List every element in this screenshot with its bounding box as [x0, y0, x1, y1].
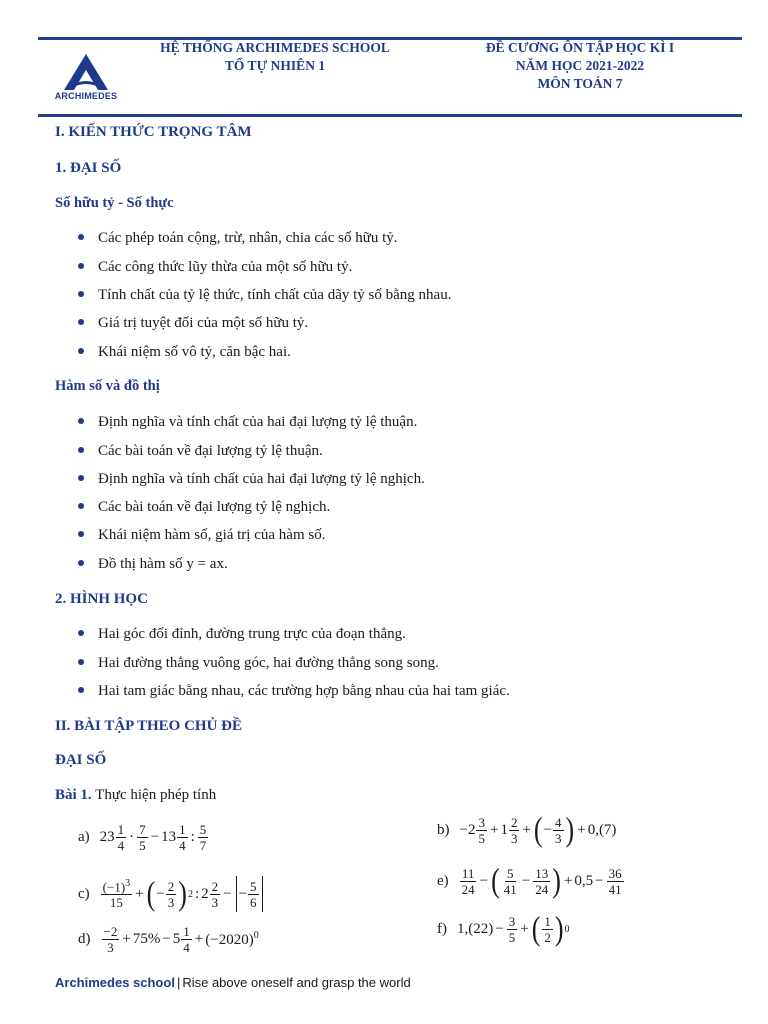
math-expression-c: c) $\frac{(-1)^3}{15}$ + ( − $\frac{2}{3}$ ) 2 : 2 $\frac{2}{3}$ − − $\frac{5}{6}$ — [78, 876, 265, 912]
header-doc-title: ĐỀ CƯƠNG ÔN TẬP HỌC KÌ I — [485, 40, 675, 55]
list-item: Tính chất của tỷ lệ thức, tính chất của dãy tỷ số bằng nhau. — [78, 287, 451, 304]
page-footer — [55, 975, 411, 990]
math-expression-b: b) −2 $\frac{3}{5}$ + 1 $\frac{2}{3}$ + ( − $\frac{4}{3}$ ) + 0,(7) — [437, 810, 617, 849]
part1-title: 1. ĐẠI SỐ — [55, 160, 122, 176]
label-f: f) — [437, 920, 447, 937]
sub2-title: Hàm số và đồ thị — [55, 378, 160, 394]
list-item: Khái niệm hàm số, giá trị của hàm số. — [78, 527, 325, 544]
list-item: Các công thức lũy thừa của một số hữu tỷ. — [78, 259, 352, 276]
label-c: c) — [78, 885, 90, 902]
footer-separator: | — [176, 975, 181, 990]
header-bottom-rule — [38, 114, 742, 117]
section2-title: II. BÀI TẬP THEO CHỦ ĐỀ — [55, 718, 242, 734]
label-b: b) — [437, 821, 450, 838]
footer-slogan: Rise above oneself and grasp the world — [182, 975, 411, 990]
label-e: e) — [437, 872, 449, 889]
header-subject: MÔN TOÁN 7 — [537, 76, 623, 91]
footer-school: Archimedes school — [55, 975, 175, 990]
list-item: Giá trị tuyệt đối của một số hữu tỷ. — [78, 315, 308, 332]
list-item: Đồ thị hàm số y = ax. — [78, 556, 228, 573]
header-dept: TỔ TỰ NHIÊN 1 — [224, 58, 326, 73]
header-school: HỆ THỐNG ARCHIMEDES SCHOOL — [160, 40, 390, 55]
section2-part: ĐẠI SỐ — [55, 752, 107, 768]
section1-title: I. KIẾN THỨC TRỌNG TÂM — [55, 124, 252, 140]
math-expression-a: a) 23 $\frac{1}{4}$ · $\frac{7}{5}$ − 13 $\frac{1}{4}$ : $\frac{5}{7}$ — [78, 822, 207, 853]
math-expression-e: e) $\frac{11}{24}$ − ( $\frac{5}{41}$ − $\frac{13}{24}$ ) + 0,5 − $\frac{36}{41}$ — [437, 861, 622, 900]
list-item: Hai đường thẳng vuông góc, hai đường thẳng song song. — [78, 655, 439, 672]
exercise-text: Thực hiện phép tính — [95, 787, 217, 803]
list-item: Định nghĩa và tính chất của hai đại lượng tỷ lệ nghịch. — [78, 471, 425, 488]
header-year: NĂM HỌC 2021-2022 — [515, 58, 645, 73]
math-expression-d: d) $\frac{-2}{3}$ + 75% − 5 $\frac{1}{4}$ + $(-2020)^0$ — [78, 924, 259, 955]
sub1-title: Số hữu tỷ - Số thực — [55, 195, 174, 211]
list-item: Các bài toán về đại lượng tỷ lệ thuận. — [78, 443, 323, 460]
list-item: Khái niệm số vô tỷ, căn bậc hai. — [78, 344, 291, 361]
list-item: Hai tam giác bằng nhau, các trường hợp bằng nhau của hai tam giác. — [78, 683, 510, 700]
math-expression-f: f) 1,(22) − $\frac{3}{5}$ + ( $\frac{1}{2}$ ) 0 — [437, 909, 570, 948]
list-item: Hai góc đối đỉnh, đường trung trực của đoạn thẳng. — [78, 626, 406, 643]
list-item: Các bài toán về đại lượng tỷ lệ nghịch. — [78, 499, 330, 516]
list-item: Các phép toán cộng, trừ, nhân, chia các số hữu tỷ. — [78, 230, 398, 247]
label-d: d) — [78, 931, 91, 947]
exercise-heading — [55, 787, 216, 804]
list-item: Định nghĩa và tính chất của hai đại lượng tỷ lệ thuận. — [78, 414, 417, 431]
logo-text: ARCHIMEDES — [54, 91, 118, 101]
exercise-label: Bài 1. — [55, 787, 92, 803]
label-a: a) — [78, 829, 90, 845]
part2-title: 2. HÌNH HỌC — [55, 591, 148, 607]
